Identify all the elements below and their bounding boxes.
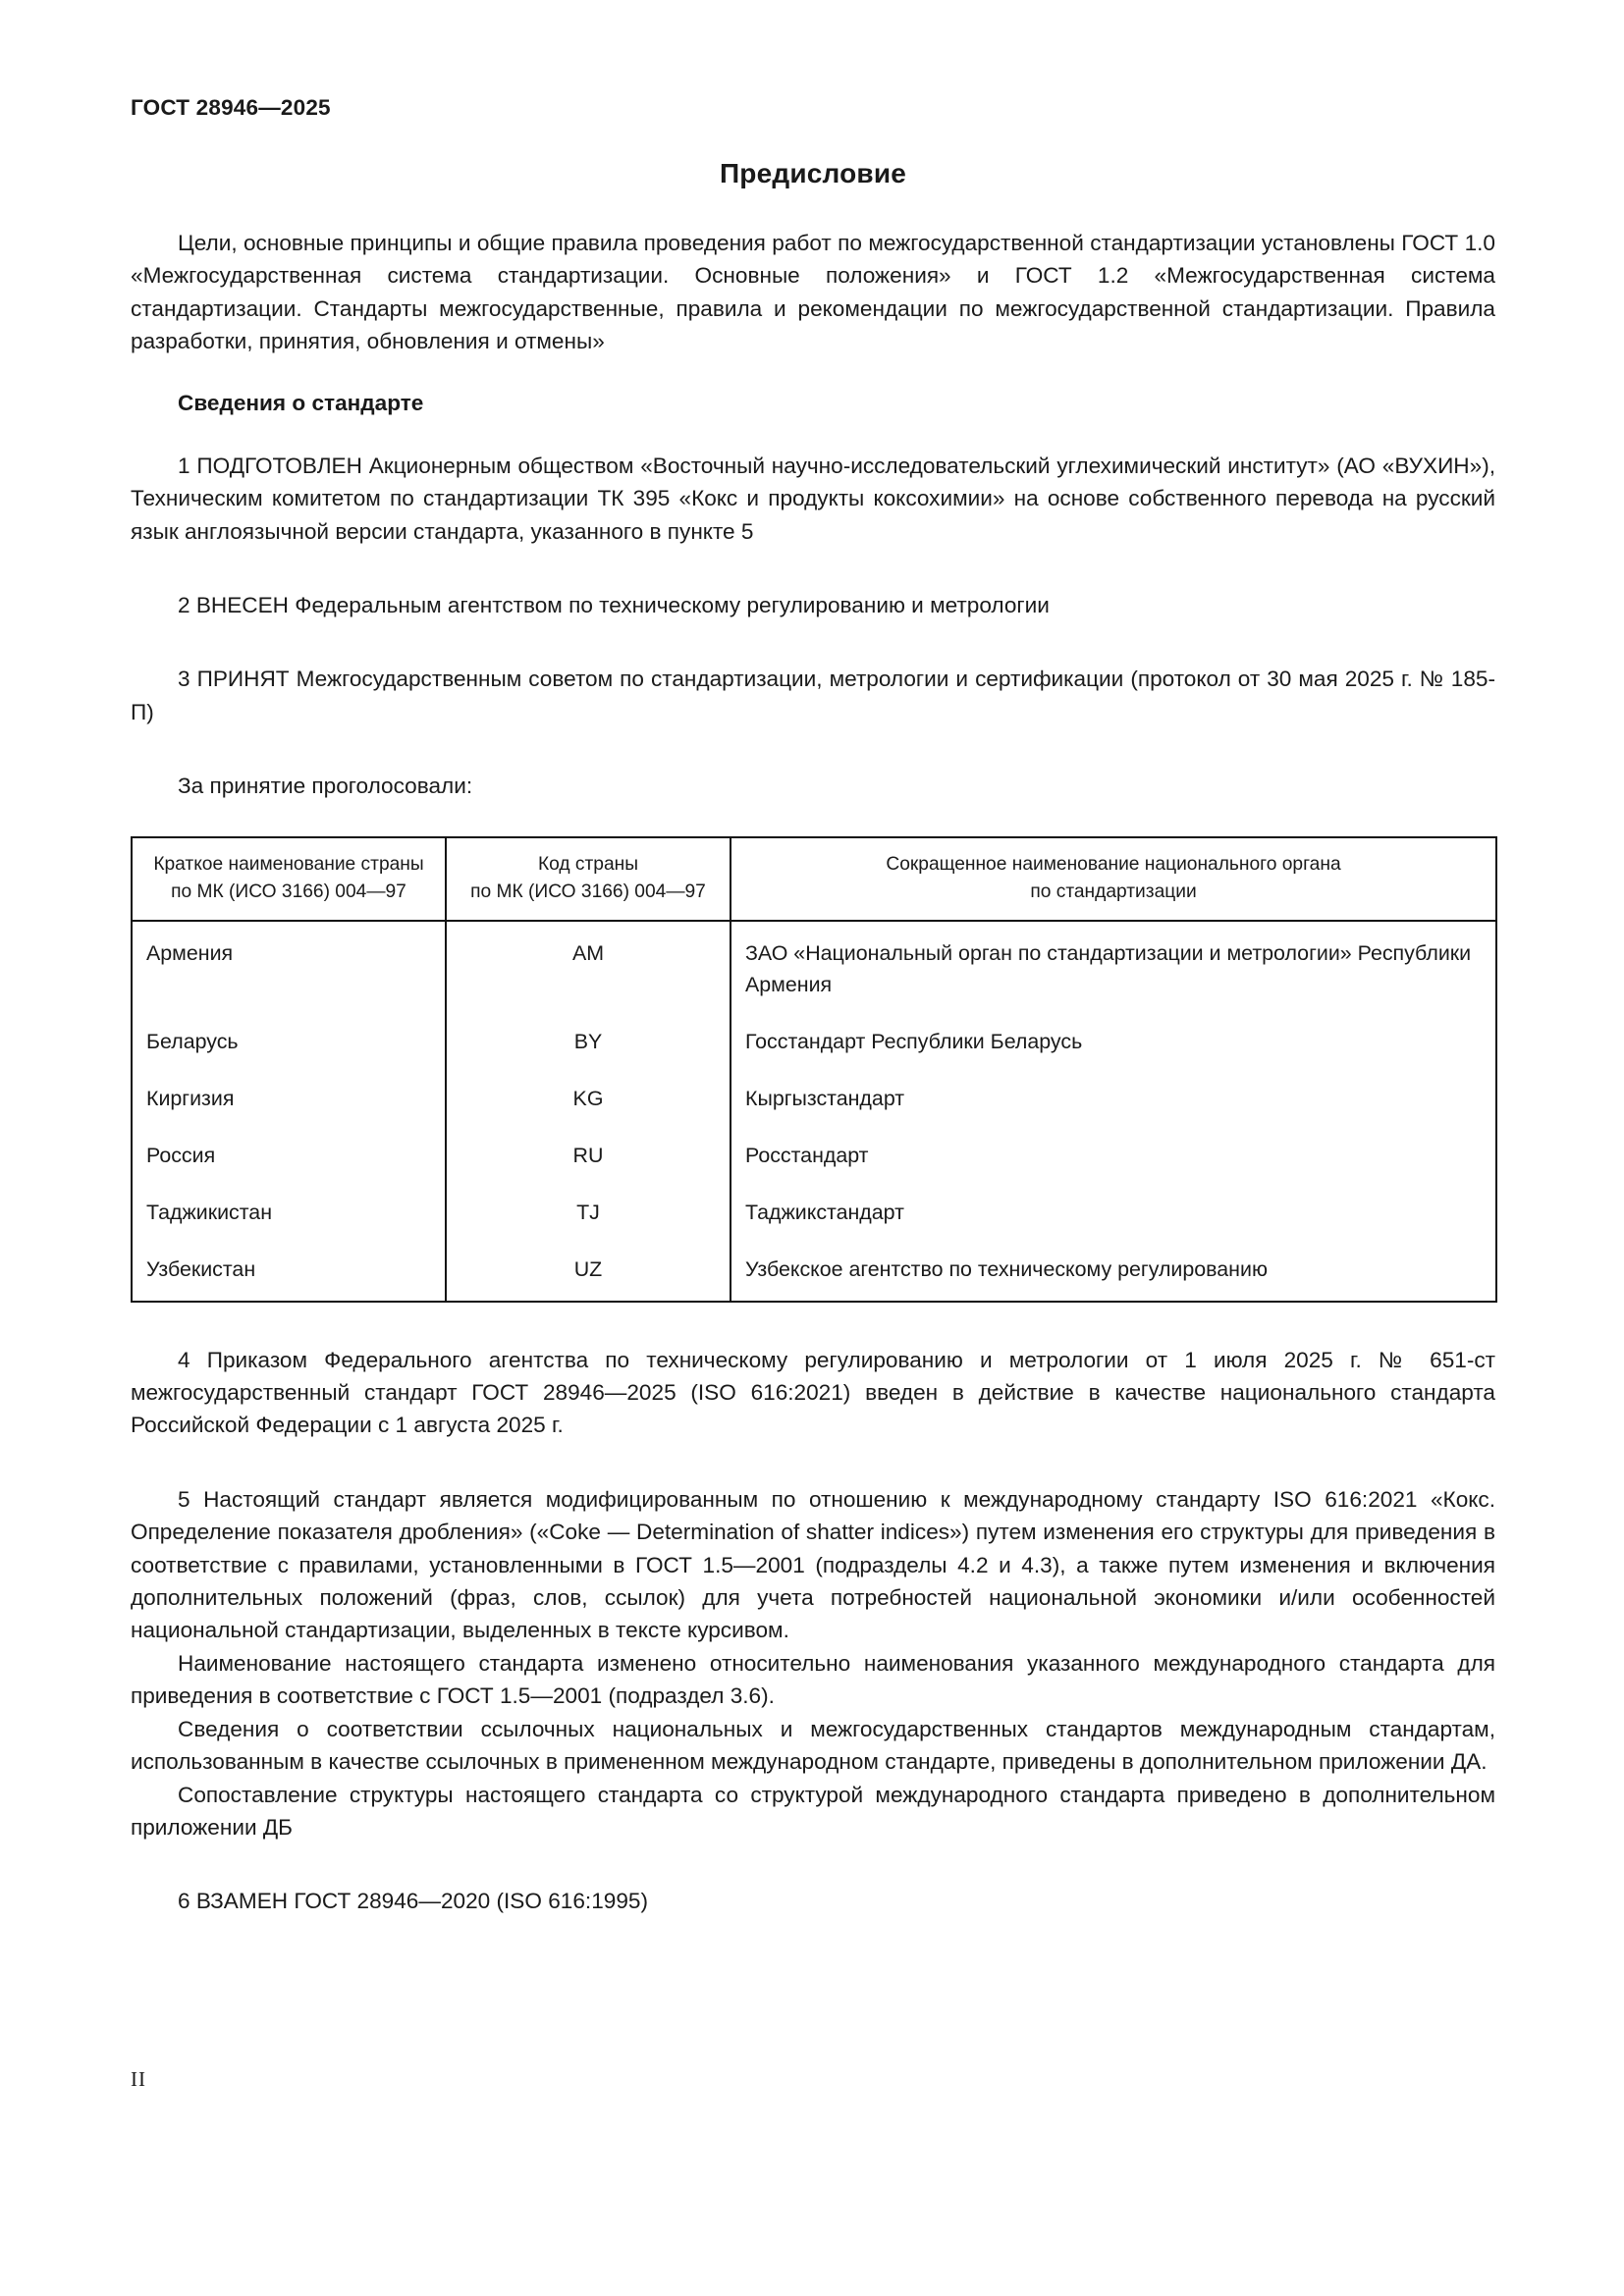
cell-country-code: UZ	[446, 1241, 731, 1302]
cell-country-code: AM	[446, 921, 731, 1013]
cell-country-code: RU	[446, 1127, 731, 1184]
intro-paragraph: Цели, основные принципы и общие правила проведения работ по межгосударственной стандартизации установлены ГОСТ 1.0 «Межгосударственная система стандартизации. Основные положения» и ГОСТ 1.2 «Межгосударственная система стандартизации. Стандарты межгосударственные, правила и рекомендации по межгосударственной стандартизации. Правила разработки, принятия, обновления и отмены»	[131, 230, 1495, 353]
column-header-line: по стандартизации	[1030, 881, 1197, 902]
cell-national-body: Росстандарт	[745, 1143, 869, 1167]
standard-info-item-5-annex-da: Сведения о соответствии ссылочных национальных и межгосударственных стандартов международным стандартам, использованным в качестве ссылочных в примененном международном стандарте, приведены в дополнительном приложении ДА.	[131, 1716, 1495, 1775]
standard-info-item-3: 3 ПРИНЯТ Межгосударственным советом по стандартизации, метрологии и сертификации (протокол от 30 мая 2025 г. № 185-П)	[131, 667, 1495, 724]
table-row	[132, 1013, 1496, 1070]
spacer	[131, 1303, 1495, 1344]
cell-national-body: Госстандарт Республики Беларусь	[745, 1029, 1083, 1053]
standard-info-item-6: 6 ВЗАМЕН ГОСТ 28946—2020 (ISO 616:1995)	[178, 1889, 648, 1914]
spacer	[131, 1843, 1495, 1885]
cell-country-code: BY	[446, 1013, 731, 1070]
column-header-country-code	[446, 837, 731, 921]
document-header-standard-id: ГОСТ 28946—2025	[131, 95, 331, 120]
cell-national-body: Таджикстандарт	[745, 1200, 904, 1224]
page-number: II	[131, 2067, 146, 2091]
cell-country-name: Беларусь	[132, 1013, 446, 1070]
spacer	[131, 357, 1495, 387]
vote-intro-text: За принятие проголосовали:	[178, 774, 473, 799]
standard-info-subheading: Сведения о стандарте	[178, 391, 424, 416]
table-row	[132, 1241, 1496, 1302]
table-header-row	[132, 837, 1496, 921]
spacer	[131, 728, 1495, 770]
cell-country-name: Узбекистан	[132, 1241, 446, 1302]
table-row	[132, 1184, 1496, 1241]
spacer	[131, 621, 1495, 663]
cell-national-body: ЗАО «Национальный орган по стандартизации и метрологии» Республики Армения	[745, 940, 1472, 996]
page-title: Предисловие	[719, 157, 907, 188]
page-content	[131, 0, 1495, 1918]
intro-block	[131, 227, 1495, 358]
standard-info-item-1: 1 ПОДГОТОВЛЕН Акционерным обществом «Восточный научно-исследовательский углехимический институт» (АО «ВУХИН»), Техническим комитетом по стандартизации ТК 395 «Кокс и продукты коксохимии» на основе собственного перевода на русский язык англоязычной версии стандарта, указанного в пункте 5	[131, 453, 1495, 544]
cell-country-name: Киргизия	[132, 1070, 446, 1127]
table-row	[132, 1127, 1496, 1184]
cell-country-name: Армения	[132, 921, 446, 1013]
spacer	[131, 548, 1495, 589]
column-header-line: по МК (ИСО 3166) 004—97	[470, 881, 706, 902]
column-header-line: Код страны	[537, 853, 639, 875]
spacer	[131, 1442, 1495, 1483]
cell-national-body: Узбекское агентство по техническому регулированию	[745, 1256, 1268, 1281]
column-header-line: Краткое наименование страны	[153, 853, 424, 875]
standard-info-item-5: 5 Настоящий стандарт является модифицированным по отношению к международному стандарту ISO 616:2021 «Кокс. Определение показателя дробления» («Coke — Determination of shatter indices») путем изменения его структуры для приведения в соответствие с правилами, установленными в ГОСТ 1.5—2001 (подразделы 4.2 и 4.3), а также путем изменения и включения дополнительных положений (фраз, слов, ссылок) для учета потребностей национальной экономики и/или особенностей национальной стандартизации, выделенных в тексте курсивом.	[131, 1486, 1495, 1643]
standard-info-item-2: 2 ВНЕСЕН Федеральным агентством по техническому регулированию и метрологии	[178, 593, 1050, 617]
cell-country-name: Россия	[132, 1127, 446, 1184]
table-body	[132, 921, 1496, 1302]
cell-country-name: Таджикистан	[132, 1184, 446, 1241]
column-header-country-name	[132, 837, 446, 921]
spacer	[131, 420, 1495, 450]
standard-info-item-5-annex-db: Сопоставление структуры настоящего стандарта со структурой международного стандарта приведено в дополнительном приложении ДБ	[131, 1782, 1495, 1840]
cell-country-code: KG	[446, 1070, 731, 1127]
cell-national-body: Кыргызстандарт	[745, 1086, 905, 1110]
cell-country-code: TJ	[446, 1184, 731, 1241]
table-row	[132, 1070, 1496, 1127]
voting-countries-table	[131, 836, 1497, 1303]
column-header-line: Сокращенное наименование национального органа	[886, 853, 1341, 875]
standard-info-item-5-title-change: Наименование настоящего стандарта изменено относительно наименования указанного международного стандарта для приведения в соответствие с ГОСТ 1.5—2001 (подраздел 3.6).	[131, 1650, 1495, 1709]
table-row	[132, 921, 1496, 1013]
standard-info-item-4: 4 Приказом Федерального агентства по техническому регулированию и метрологии от 1 июля 2025 г. № 651-ст межгосударственный стандарт ГОСТ 28946—2025 (ISO 616:2021) введен в действие в качестве национального стандарта Российской Федерации с 1 августа 2025 г.	[131, 1347, 1495, 1438]
column-header-national-body	[731, 837, 1496, 921]
column-header-line: по МК (ИСО 3166) 004—97	[171, 881, 406, 902]
